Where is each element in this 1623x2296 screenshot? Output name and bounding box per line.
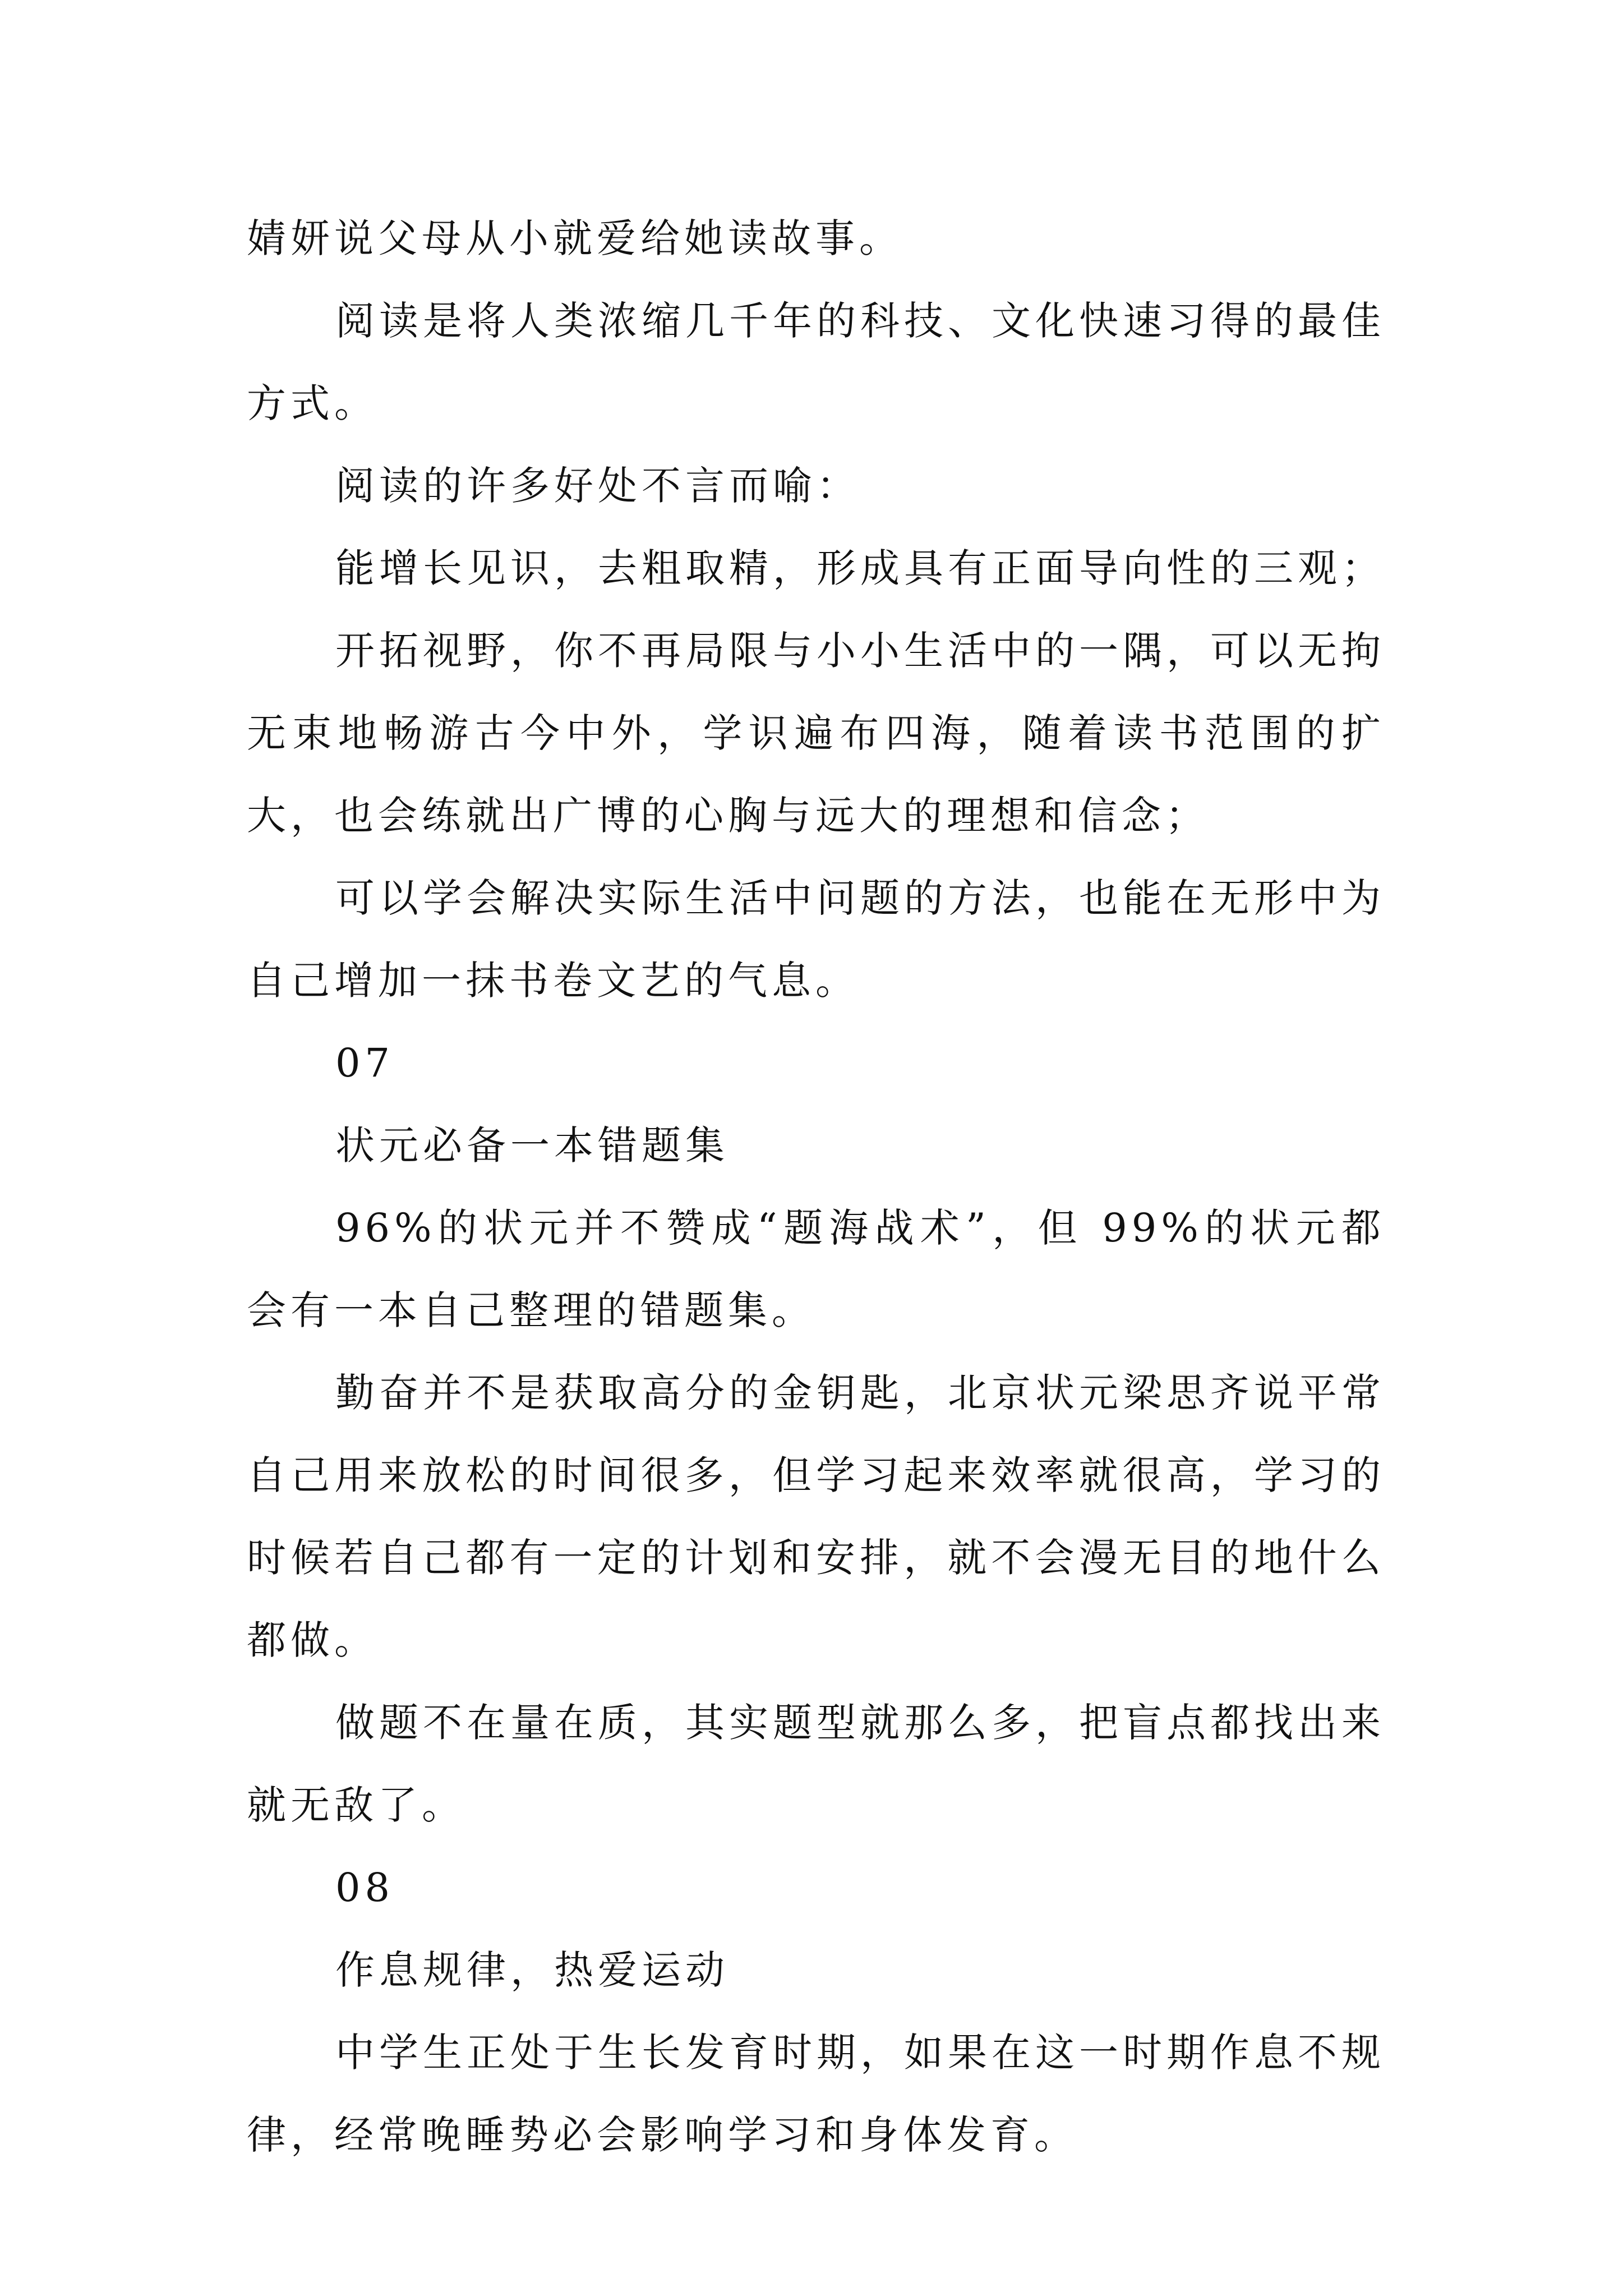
section-number-08: 08	[335, 1865, 395, 1911]
section-title-error-book: 状元必备一本错题集	[335, 1122, 729, 1168]
paragraph-quality-practice: 做题不在量在质，其实题型就那么多，把盲点都找出来就无敌了。	[247, 1700, 1385, 1828]
section-title-routine-exercise: 作息规律，热爱运动	[335, 1947, 729, 1993]
paragraph-efficiency: 勤奋并不是获取高分的金钥匙，北京状元梁思齐说平常自己用来放松的时间很多，但学习起来效率就很高，学习的时候若自己都有一定的计划和安排，就不会漫无目的地什么都做。	[247, 1370, 1385, 1663]
paragraph-regular-schedule: 中学生正处于生长发育时期，如果在这一时期作息不规律，经常晚睡势必会影响学习和身体发育。	[247, 2030, 1385, 2158]
paragraph-benefit-practical: 可以学会解决实际生活中问题的方法，也能在无形中为自己增加一抹书卷文艺的气息。	[247, 875, 1385, 1004]
paragraph-continuation: 婧妍说父母从小就爱给她读故事。	[247, 215, 903, 261]
paragraph-benefit-vision: 开拓视野，你不再局限与小小生活中的一隅，可以无拘无束地畅游古今中外，学识遍布四海，随着读书范围的扩大，也会练就出广博的心胸与远大的理想和信念；	[247, 628, 1385, 839]
paragraph-reading-benefits-intro: 阅读的许多好处不言而喻：	[335, 463, 860, 509]
section-number-07: 07	[335, 1040, 395, 1086]
paragraph-reading-method: 阅读是将人类浓缩几千年的科技、文化快速习得的最佳方式。	[247, 298, 1385, 426]
body-text	[247, 197, 1385, 2177]
paragraph-benefit-knowledge: 能增长见识，去粗取精，形成具有正面导向性的三观；	[335, 545, 1385, 591]
paragraph-error-book-stats: 96%的状元并不赞成“题海战术”，但 99%的状元都会有一本自己整理的错题集。	[247, 1205, 1385, 1333]
